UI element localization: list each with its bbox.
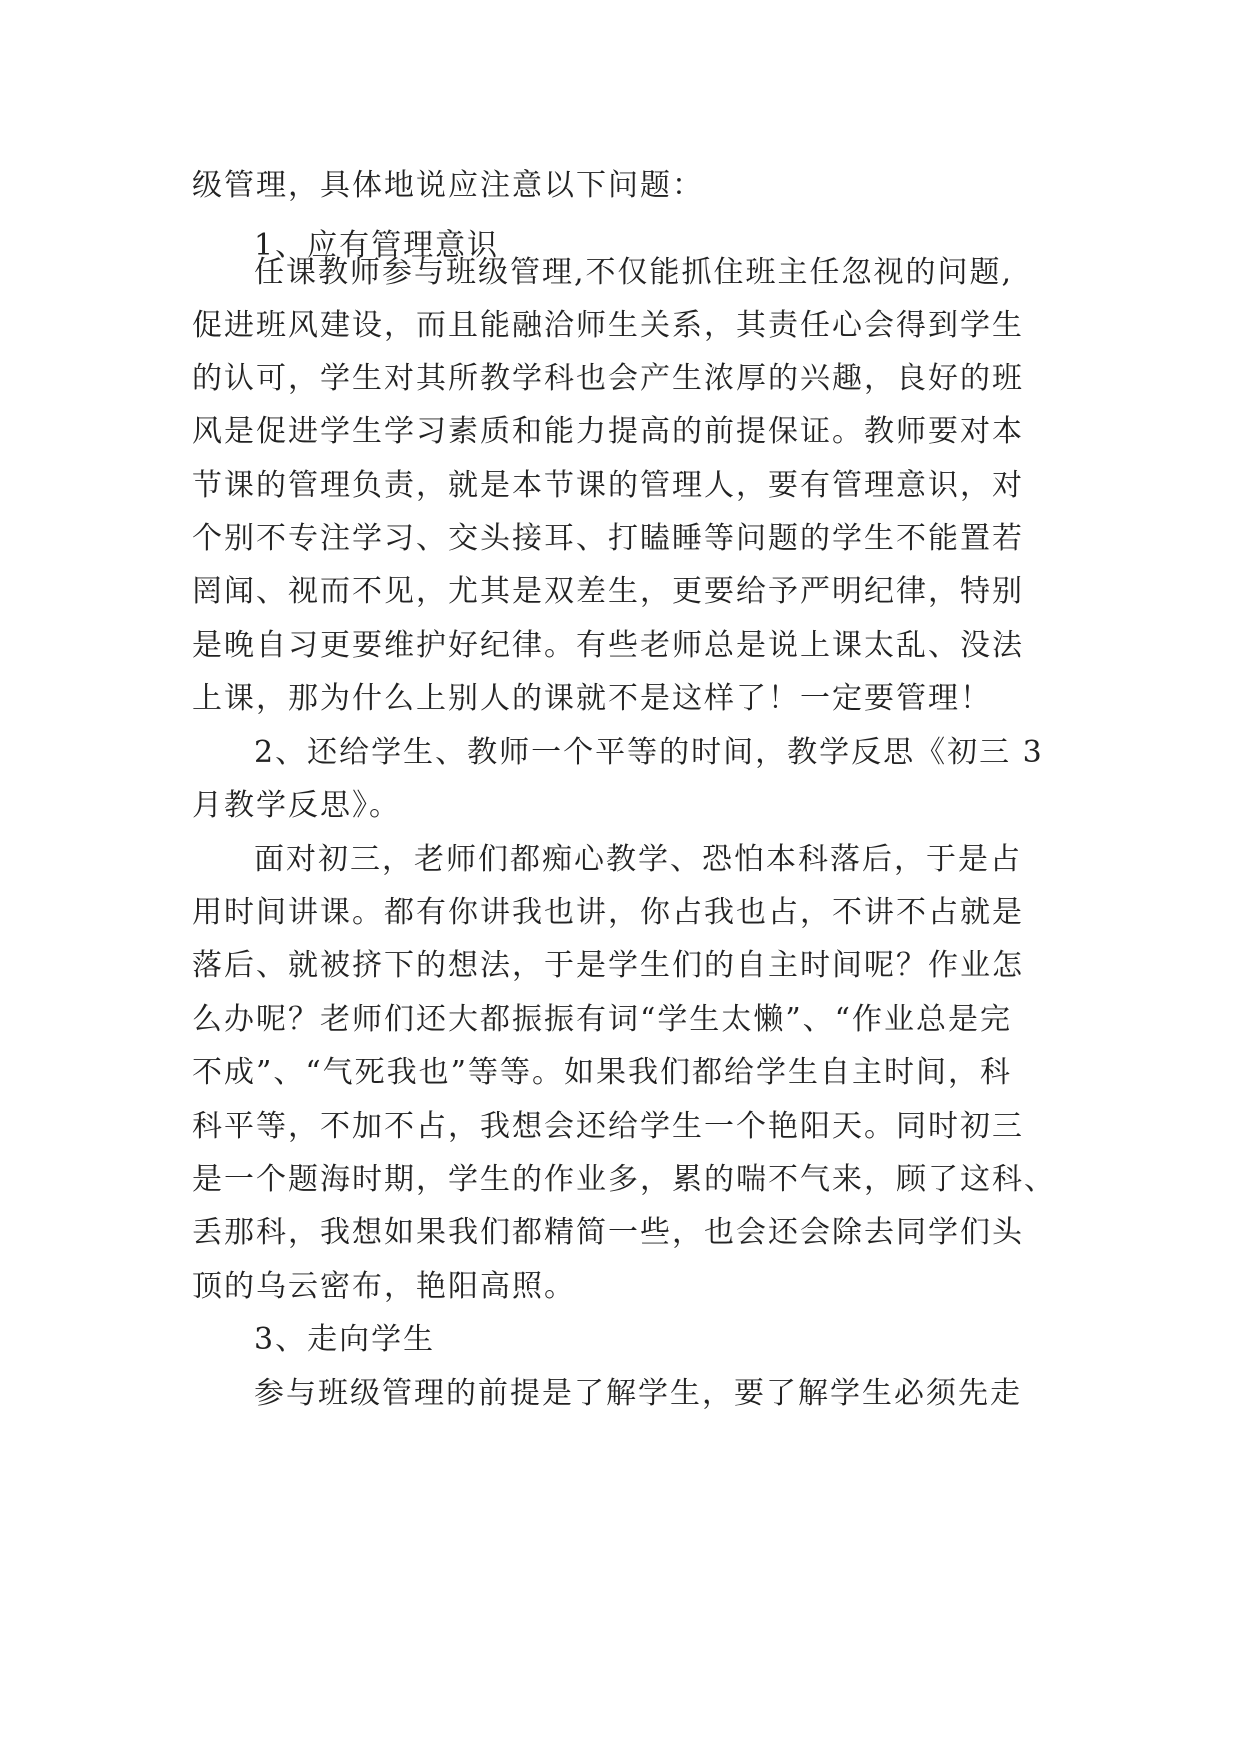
text-line: 上课，那为什么上别人的课就不是这样了！一定要管理！: [192, 681, 992, 716]
text-line: 是晚自习更要维护好纪律。有些老师总是说上课太乱、没法: [192, 628, 1024, 663]
text-line: 不成”、“气死我也”等等。如果我们都给学生自主时间，科: [192, 1055, 1013, 1090]
text-line: 节课的管理负责，就是本节课的管理人，要有管理意识，对: [192, 468, 1024, 503]
text-line: 促进班风建设，而且能融洽师生关系，其责任心会得到学生: [192, 308, 1024, 343]
text-line: 顶的乌云密布，艳阳高照。: [192, 1269, 576, 1304]
text-line: 风是促进学生学习素质和能力提高的前提保证。教师要对本: [192, 414, 1024, 449]
text-line: 任课教师参与班级管理,不仅能抓住班主任忽视的问题,: [254, 255, 1014, 290]
text-line: 的认可，学生对其所教学科也会产生浓厚的兴趣，良好的班: [192, 361, 1024, 396]
text-line: 月教学反思》。: [192, 788, 401, 823]
section-heading-1: 1、应有管理意识: [254, 228, 500, 263]
text-line: 科平等，不加不占，我想会还给学生一个艳阳天。同时初三: [192, 1109, 1024, 1144]
text-line: 丢那科，我想如果我们都精简一些，也会还会除去同学们头: [192, 1215, 1024, 1250]
text-line: 罔闻、视而不见，尤其是双差生，更要给予严明纪律，特别: [192, 574, 1024, 609]
text-line: 用时间讲课。都有你讲我也讲，你占我也占，不讲不占就是: [192, 895, 1024, 930]
text-line: 个别不专注学习、交头接耳、打瞌睡等问题的学生不能置若: [192, 521, 1024, 556]
text-line: 参与班级管理的前提是了解学生，要了解学生必须先走: [254, 1376, 1022, 1411]
text-line: 是一个题海时期，学生的作业多，累的喘不气来，顾了这科、: [192, 1162, 1056, 1197]
text-line: 面对初三，老师们都痴心教学、恐怕本科落后，于是占: [254, 842, 1022, 877]
section-heading-3: 3、走向学生: [254, 1322, 436, 1357]
text-line: 么办呢？老师们还大都振振有词“学生太懒”、“作业总是完: [192, 1002, 1013, 1037]
text-line: 落后、就被挤下的想法，于是学生们的自主时间呢？作业怎: [192, 948, 1024, 983]
text-line: 级管理，具体地说应注意以下问题：: [192, 168, 704, 203]
section-heading-2: 2、还给学生、教师一个平等的时间，教学反思《初三 3: [254, 735, 1044, 770]
